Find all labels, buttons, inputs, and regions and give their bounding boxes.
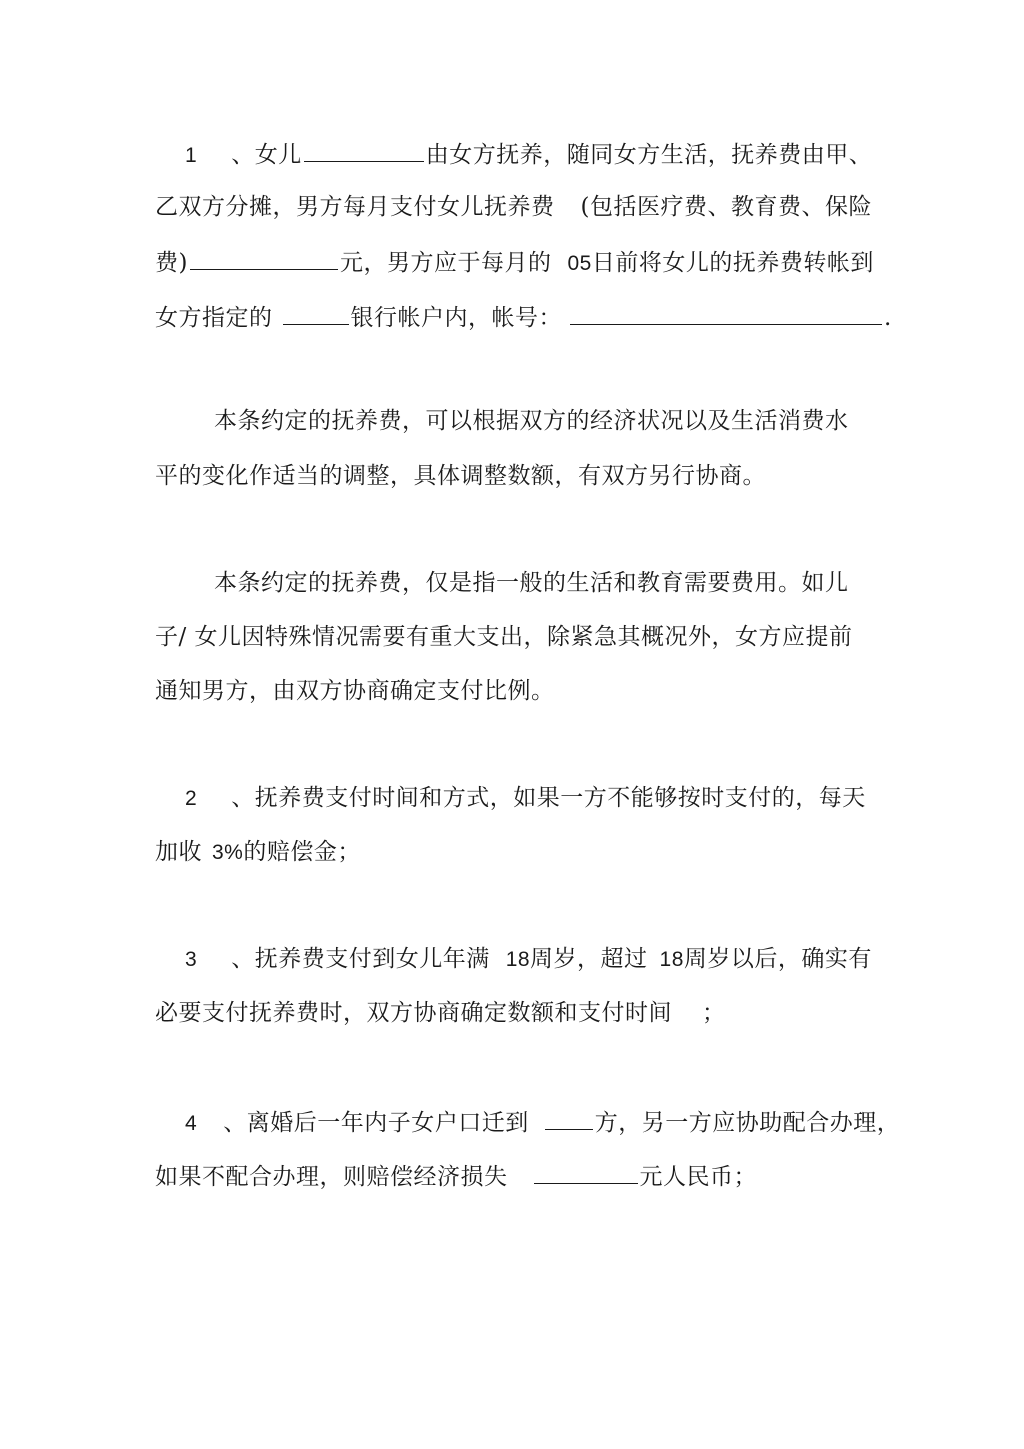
clause-3-text-b: 周岁，超过 [530, 946, 648, 972]
clause-3-text-e: ； [702, 1000, 726, 1026]
clause-1-text-f: 元，男方应于每月的 [339, 250, 552, 276]
blank-amount [190, 241, 338, 270]
paragraph-2-line-1: 本条约定的抚养费，仅是指一般的生活和教育需要费用。如儿 [214, 570, 849, 596]
clause-3-text-c: 周岁以后，确实有 [683, 946, 872, 972]
clause-4-text-c: 如果不配合办理，则赔偿经济损失 [155, 1164, 508, 1190]
clause-1-day: 05 [567, 252, 592, 275]
clause-4-number: 4 [185, 1112, 198, 1135]
clause-3-age-1: 18 [505, 948, 531, 971]
clause-2-text-c: 的赔偿金； [243, 839, 361, 865]
clause-1-line-1 [185, 133, 872, 173]
clause-1-line-2 [155, 187, 872, 227]
clause-2-text-b: 加收 [155, 839, 202, 865]
clause-2-number: 2 [185, 787, 198, 810]
clause-1-text-c: 乙双方分摊，男方每月支付女儿抚养费 [155, 194, 555, 220]
clause-1-period: . [884, 305, 892, 331]
clause-1-text-a: 、女儿 [231, 142, 302, 168]
paragraph-2-line-2: 子/ 女儿因特殊情况需要有重大支出，除紧急其概况外，女方应提前 [155, 624, 853, 650]
clause-1-text-e: 费) [155, 250, 188, 276]
clause-4-text-b: 方，另一方应协助配合办理， [594, 1110, 901, 1136]
paragraph-2-line-3: 通知男方，由双方协商确定支付比例。 [155, 678, 555, 704]
clause-3-line-1 [185, 939, 872, 979]
clause-4-line-2 [155, 1155, 757, 1195]
paragraph-1-line-2: 平的变化作适当的调整，具体调整数额，有双方另行协商。 [155, 463, 766, 489]
clause-4-text-d: 元人民币； [639, 1164, 757, 1190]
clause-1-line-3 [155, 241, 874, 281]
clause-3-line-2 [155, 993, 726, 1033]
clause-1-text-d: (包括医疗费、教育费、保险 [580, 194, 872, 220]
clause-1-line-4 [155, 296, 892, 336]
clause-4-text-a: 、离婚后一年内子女户口迁到 [223, 1110, 529, 1136]
clause-2-line-1 [185, 778, 866, 818]
clause-2-line-2 [155, 832, 361, 872]
clause-1-text-h: 女方指定的 [155, 305, 273, 331]
blank-compensation [534, 1155, 638, 1184]
clause-1-text-b: 由女方抚养，随同女方生活，抚养费由甲、 [425, 142, 873, 168]
paragraph-1-line-1: 本条约定的抚养费，可以根据双方的经济状况以及生活消费水 [214, 408, 849, 434]
clause-4-line-1 [185, 1101, 900, 1141]
clause-3-number: 3 [185, 948, 198, 971]
clause-1-text-i: 银行帐户内，帐号： [350, 305, 562, 331]
clause-1-number: 1 [185, 144, 198, 167]
blank-daughter-name [304, 133, 424, 162]
clause-3-text-d: 必要支付抚养费时，双方协商确定数额和支付时间 [155, 1000, 672, 1026]
blank-bank [283, 296, 349, 325]
clause-2-rate: 3% [212, 841, 244, 864]
clause-1-text-g: 日前将女儿的抚养费转帐到 [591, 250, 874, 276]
blank-account-number [570, 296, 882, 325]
clause-3-text-a: 、抚养费支付到女儿年满 [231, 946, 490, 972]
blank-household-side [545, 1101, 593, 1130]
clause-3-age-2: 18 [659, 948, 684, 971]
clause-2-text-a: 、抚养费支付时间和方式，如果一方不能够按时支付的，每天 [231, 785, 866, 811]
